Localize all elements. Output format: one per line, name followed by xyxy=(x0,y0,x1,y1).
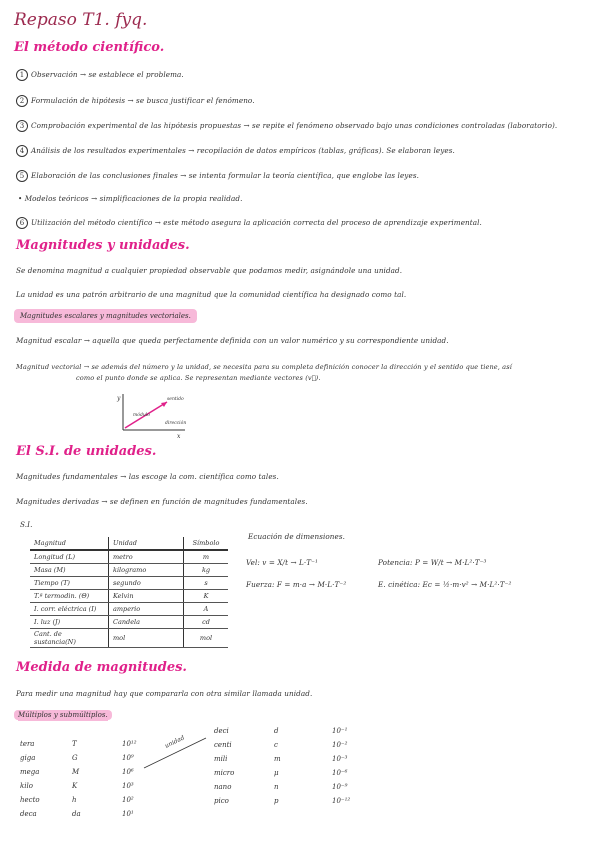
vectorial-definition-2: como el punto donde se aplica. Se representan mediante vectores (v⃗). xyxy=(76,374,321,382)
table-cell: m xyxy=(184,550,229,564)
prefix-name: centi xyxy=(214,741,232,749)
ecuacion-ecinetica: E. cinética: Ec = ½·m·v² → M·L²·T⁻² xyxy=(378,580,512,589)
column-header: Símbolo xyxy=(184,537,229,550)
prefix-factor: 10¹² xyxy=(122,740,137,748)
table-cell: Longitud (L) xyxy=(30,550,109,564)
x-axis-label: x xyxy=(177,433,181,440)
table-cell: T.ª termodin. (Θ) xyxy=(30,590,109,603)
multiplos-label: Múltiplos y submúltiplos. xyxy=(18,711,108,719)
step-number: 4 xyxy=(16,145,28,157)
metodo-item-1 xyxy=(16,69,184,81)
table-row xyxy=(30,577,228,590)
heading-si: El S.I. de unidades. xyxy=(16,444,157,459)
prefix-name: nano xyxy=(214,783,232,791)
prefix-name: mili xyxy=(214,755,228,763)
prefix-symbol: p xyxy=(274,797,279,805)
table-row xyxy=(30,564,228,577)
table-cell: A xyxy=(184,603,229,616)
prefix-symbol: m xyxy=(274,755,281,763)
page-title: Repaso T1. fyq. xyxy=(14,10,148,30)
prefix-name: mega xyxy=(20,768,40,776)
table-cell: Candela xyxy=(109,616,184,629)
table-cell: cd xyxy=(184,616,229,629)
prefix-factor: 10⁶ xyxy=(122,768,134,776)
prefix-symbol: c xyxy=(274,741,278,749)
metodo-item-5 xyxy=(16,170,419,182)
prefix-symbol: K xyxy=(72,782,78,790)
table-cell: metro xyxy=(109,550,184,564)
heading-medida: Medida de magnitudes. xyxy=(16,660,187,675)
table-cell: segundo xyxy=(109,577,184,590)
table-row xyxy=(30,629,228,648)
derivadas-definition: Magnitudes derivadas → se definen en función de magnitudes fundamentales. xyxy=(16,497,308,506)
metodo-item-text: Formulación de hipótesis → se busca justificar el fenómeno. xyxy=(31,96,255,105)
ecuacion-fuerza: Fuerza: F = m·a → M·L·T⁻² xyxy=(246,580,347,589)
prefix-factor: 10⁻⁹ xyxy=(332,783,348,791)
table-cell: mol xyxy=(184,629,229,648)
prefix-name: pico xyxy=(214,797,229,805)
table-cell: kilogramo xyxy=(109,564,184,577)
column-header: Magnitud xyxy=(30,537,109,550)
prefix-factor: 10⁻⁶ xyxy=(332,769,348,777)
table-cell: s xyxy=(184,577,229,590)
unidad-definition: La unidad es una patrón arbitrario de una magnitud que la comunidad científica ha designado como tal. xyxy=(16,290,407,299)
vector-graph xyxy=(115,390,195,440)
metodo-item-2 xyxy=(16,95,255,107)
heading-magnitudes: Magnitudes y unidades. xyxy=(16,238,190,253)
metodo-item-text: Utilización del método científico → este método asegura la aplicación correcta del proceso de aprendizaje experimental. xyxy=(31,218,482,227)
table-cell: Cant. de sustancia(N) xyxy=(30,629,109,648)
table-cell: K xyxy=(184,590,229,603)
prefix-symbol: h xyxy=(72,796,77,804)
prefix-symbol: G xyxy=(72,754,78,762)
metodo-item-4 xyxy=(16,145,455,157)
label-direccion: dirección xyxy=(165,421,187,426)
metodo-item-text: Elaboración de las conclusiones finales → se intenta formular la teoría científica, que englobe las leyes. xyxy=(31,171,419,180)
metodo-item-6 xyxy=(16,217,482,229)
column-header: Unidad xyxy=(109,537,184,550)
metodo-item-modelos: • Modelos teóricos → simplificaciones de la propia realidad. xyxy=(18,194,243,203)
prefix-symbol: M xyxy=(72,768,80,776)
label-modulo: módulo xyxy=(133,413,150,418)
prefix-symbol: T xyxy=(72,740,77,748)
prefix-symbol: d xyxy=(274,727,279,735)
table-cell: amperio xyxy=(109,603,184,616)
escalar-definition: Magnitud escalar → aquella que queda perfectamente definida con un valor numérico y su correspondiente unidad. xyxy=(16,336,449,345)
table-row xyxy=(30,590,228,603)
label-sentido: sentido xyxy=(167,397,184,402)
si-units-table xyxy=(30,537,228,648)
table-cell: Kelvin xyxy=(109,590,184,603)
vectorial-definition-1: Magnitud vectorial → se además del número y la unidad, se necesita para su completa definición conocer la dirección y el sentido que tiene, así xyxy=(16,363,512,371)
medida-definition: Para medir una magnitud hay que compararla con otra similar llamada unidad. xyxy=(16,689,313,698)
prefix-factor: 10⁻³ xyxy=(332,755,348,763)
table-cell: Masa (M) xyxy=(30,564,109,577)
prefix-name: hecto xyxy=(20,796,40,804)
prefix-name: kilo xyxy=(20,782,33,790)
fundamentales-definition: Magnitudes fundamentales → las escoge la com. científica como tales. xyxy=(16,472,279,481)
prefix-factor: 10² xyxy=(122,796,134,804)
table-cell: I. corr. eléctrica (I) xyxy=(30,603,109,616)
table-row xyxy=(30,550,228,564)
multiple-row xyxy=(20,740,34,748)
prefix-name: giga xyxy=(20,754,36,762)
unidad-divider xyxy=(140,732,210,772)
table-header-row xyxy=(30,537,228,550)
unidad-label: unidad xyxy=(163,734,186,750)
table-cell: mol xyxy=(109,629,184,648)
y-axis-label: y xyxy=(117,395,121,402)
prefix-symbol: μ xyxy=(274,769,279,777)
prefix-factor: 10⁻¹ xyxy=(332,727,348,735)
table-cell: kg xyxy=(184,564,229,577)
heading-metodo: El método científico. xyxy=(14,40,165,55)
step-number: 3 xyxy=(16,120,28,132)
step-number: 6 xyxy=(16,217,28,229)
table-row xyxy=(30,603,228,616)
metodo-item-3 xyxy=(16,120,557,132)
magnitud-definition: Se denomina magnitud a cualquier propiedad observable que podamos medir, asignándole una unidad. xyxy=(16,266,403,275)
metodo-item-text: Análisis de los resultados experimentales → recopilación de datos empíricos (tablas, gráficas). Se elaboran leyes. xyxy=(31,146,455,155)
ecuacion-potencia: Potencia: P = W/t → M·L²·T⁻³ xyxy=(378,558,487,567)
prefix-factor: 10⁻¹² xyxy=(332,797,351,805)
prefix-name: micro xyxy=(214,769,235,777)
table-cell: I. luz (J) xyxy=(30,616,109,629)
table-row xyxy=(30,616,228,629)
prefix-name: deca xyxy=(20,810,37,818)
highlight-escalares-vectoriales: Magnitudes escalares y magnitudes vectoriales. xyxy=(14,309,197,323)
prefix-name: tera xyxy=(20,740,35,748)
step-number: 5 xyxy=(16,170,28,182)
si-label: S.I. xyxy=(20,520,33,529)
prefix-symbol: da xyxy=(72,810,81,818)
table-cell: Tiempo (T) xyxy=(30,577,109,590)
ecuacion-velocidad: Vel: v = X/t → L·T⁻¹ xyxy=(246,558,318,567)
step-number: 1 xyxy=(16,69,28,81)
prefix-factor: 10³ xyxy=(122,782,134,790)
prefix-name: deci xyxy=(214,727,229,735)
metodo-item-text: Observación → se establece el problema. xyxy=(31,70,184,79)
step-number: 2 xyxy=(16,95,28,107)
highlight-multiplos xyxy=(14,710,112,720)
metodo-item-text: Comprobación experimental de las hipótesis propuestas → se repite el fenómeno observado bajo unas condiciones controladas (laboratorio). xyxy=(31,121,558,130)
prefix-factor: 10⁹ xyxy=(122,754,134,762)
prefix-symbol: n xyxy=(274,783,279,791)
prefix-factor: 10¹ xyxy=(122,810,134,818)
prefix-factor: 10⁻² xyxy=(332,741,348,749)
ecuacion-heading: Ecuación de dimensiones. xyxy=(248,532,346,541)
